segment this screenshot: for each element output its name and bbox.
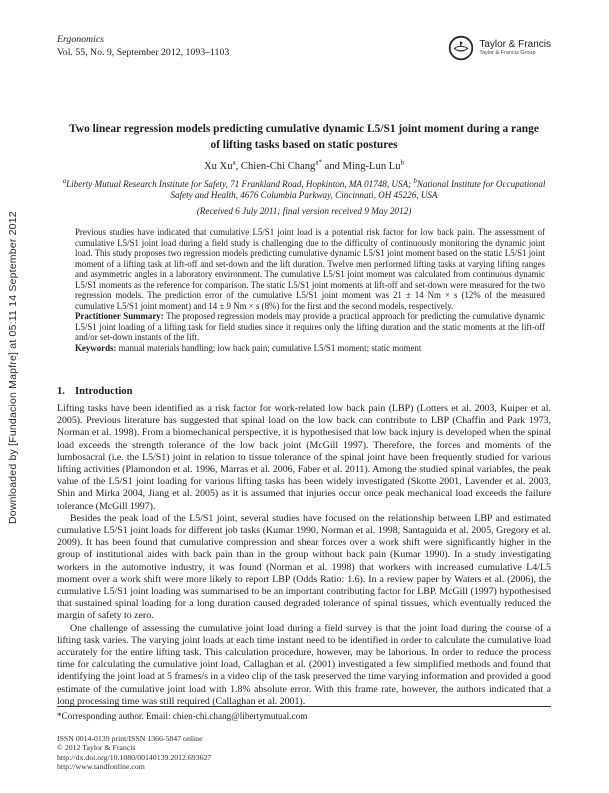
- section-title: Introduction: [75, 386, 133, 397]
- issn-line: ISSN 0014-0139 print/ISSN 1366-5847 online: [57, 734, 203, 743]
- practitioner-summary: [75, 311, 545, 343]
- section-heading: [57, 386, 551, 397]
- taylor-francis-logo-icon: [448, 35, 474, 61]
- text-segment: Xu Xu: [203, 161, 233, 172]
- abstract-text: Previous studies have indicated that cumulative L5/S1 joint load is a potential risk factor for low back pain. The assessment of cumulative L5/S1 joint load during a field study is challenging due to the difficulty of continuously monitoring the dynamic joint load. This study proposes two regression models predicting cumulative dynamic L5/S1 joint moment based on the static L5/S1 joint moment of a lifting task at lift-off and set-down and the lift duration. Twelve men performed lifting tasks at varying lifting ranges and asymmetric angles in a laboratory environment. The cumulative L5/S1 joint moment was calculated from continuous dynamic L5/S1 moments as the reference for comparison. The static L5/S1 joint moments at lift-off and set-down were measured for the two regression models. The prediction error of the cumulative L5/S1 joint moment was 21 ± 14 Nm × s (12% of the measured cumulative L5/S1 joint moment) and 14 ± 9 Nm × s (8%) for the first and the second models, respectively.: [75, 227, 545, 311]
- publisher-name: Taylor & Francis: [479, 39, 551, 50]
- publication-info-block: [57, 734, 551, 771]
- journal-info: [57, 34, 229, 59]
- corresponding-author-note: *Corresponding author. Email: chien-chi.chang@libertymutual.com: [57, 711, 308, 721]
- page-header: [57, 34, 551, 61]
- text-segment: National Institute for Occupational Safety and Health, 4676 Columbia Parkway, Cincinnati, OH 45226, USA: [170, 179, 546, 201]
- download-notice: Downloaded by [Fundacion Mapfre] at 05:11 14 September 2012: [7, 211, 19, 524]
- text-segment: Liberty Mutual Research Institute for Safety, 71 Frankland Road, Hopkinton, MA 01748, USA;: [66, 179, 414, 189]
- authors-line: [57, 158, 551, 172]
- received-line: (Received 6 July 2011; final version received 9 May 2012): [196, 206, 412, 216]
- text-segment: a: [232, 158, 236, 167]
- section-number: 1.: [57, 386, 65, 397]
- keywords-label: Keywords:: [75, 343, 117, 354]
- text-segment: a*: [315, 158, 322, 167]
- text-segment: a: [62, 176, 67, 185]
- paragraph: Besides the peak load of the L5/S1 joint, several studies have focused on the relationship between LBP and estimated cumulative L5/S1 joint loads for different job tasks (Kumar 1990, Norman et al. 1998, Santaguida et al. 2005, Gregory et al. 2009). It has been found that cumulative compression and shear forces over a work shift were significantly higher in the group of institutional aides with back pain than in the group without back pain (Kumar 1990). In a study investigating workers in the automotive industry, it was found (Norman et al. 1998) that workers with increased cumulative L4/L5 moment over a work shift were more likely to report LBP (Odds Ratio: 1.6). In a review paper by Waters et al. (2006), the cumulative L5/S1 joint loading was summarised to be an important contributing factor for LBP. McGill (1997) hypothesised that sustained spinal loading for a long duration caused degraded tolerance of spinal tissues, which eventually reduced the margin of safety to zero.: [57, 512, 551, 622]
- website-line: http://www.tandfonline.com: [57, 761, 145, 771]
- practitioner-summary-label: Practitioner Summary:: [75, 311, 164, 322]
- text-segment: b: [413, 176, 417, 185]
- journal-name: Ergonomics: [57, 34, 104, 45]
- paragraph: Lifting tasks have been identified as a risk factor for work-related low back pain (LBP) (Lotters et al. 2003, Kuiper et al. 2005). Previous literature has suggested that spinal load on the low back can contribute to LBP (Chaffin and Park 1973, Norman et al. 1998). From a biomechanical perspective, it is hypothesised that low back injury is developed when the spinal load exceeds the strength tolerance of the low back joint (McGill 1997). Therefore, the forces and moments of the lumbosacral (i.e. the L5/S1) joint in relation to tissue tolerance of the spinal joint have been frequently studied for various lifting activities (Plamondon et al. 1996, Marras et al. 2006, Faber et al. 2011). Among the studied spinal variables, the peak value of the L5/S1 joint loading for various lifting tasks has been widely investigated (Skotte 2001, Lavender et al. 2003, Shin and Mirka 2004, Jiang et al. 2005) as it is assumed that injuries occur once peak mechanical load exceeds the failure tolerance (McGill 1997).: [57, 403, 551, 512]
- affiliation-line: [57, 176, 551, 201]
- copyright-line: © 2012 Taylor & Francis: [57, 743, 136, 753]
- issue-line: Vol. 55, No. 9, September 2012, 1093–1103: [57, 46, 230, 58]
- keywords-line: [75, 343, 545, 354]
- publisher-logo: [448, 35, 551, 61]
- article-title: Two linear regression models predicting cumulative dynamic L5/S1 joint moment during a range of lifting tasks based on static postures: [69, 123, 539, 151]
- abstract-block: [75, 227, 545, 354]
- section-body: [57, 403, 551, 715]
- keywords-text: manual materials handling; low back pain; cumulative L5/S1 moment; static moment: [116, 343, 422, 354]
- section-introduction: [57, 386, 551, 715]
- footnote-rule: [57, 706, 551, 707]
- doi-line: http://dx.doi.org/10.1080/00140139.2012.693627: [57, 752, 212, 762]
- paragraph: One challenge of assessing the cumulative joint load during a field survey is that the joint load during the course of a lifting task varies. The varying joint loads at each time instant need to be identified in order to calculate the cumulative load accurately for the entire lifting task. This calculation procedure, however, may be laborious. In order to reduce the process time for calculating the cumulative joint load, Callaghan et al. (2001) investigated a few simplified methods and found that identifying the joint load at 5 frames/s in a video clip of the task preserved the time varying information and provided a good estimate of the cumulative joint load with 1.8% absolute error. With this frame rate, however, the authors indicated that a long processing time was still required (Callaghan et al. 2001).: [57, 622, 551, 707]
- text-segment: , Chien-Chi Chang: [235, 161, 316, 172]
- publisher-group: Taylor & Francis Group: [479, 50, 536, 56]
- text-segment: and Ming-Lun Lu: [321, 161, 401, 172]
- practitioner-summary-text: The proposed regression models may provide a practical approach for predicting the cumulative dynamic L5/S1 joint loading of a lifting task for field studies since it requires only the lifting duration and the static moments at the lift-off and/or set-down instants of the lift.: [75, 311, 545, 343]
- publisher-text: [479, 39, 551, 57]
- page-footer: [57, 706, 551, 771]
- text-segment: b: [400, 158, 405, 167]
